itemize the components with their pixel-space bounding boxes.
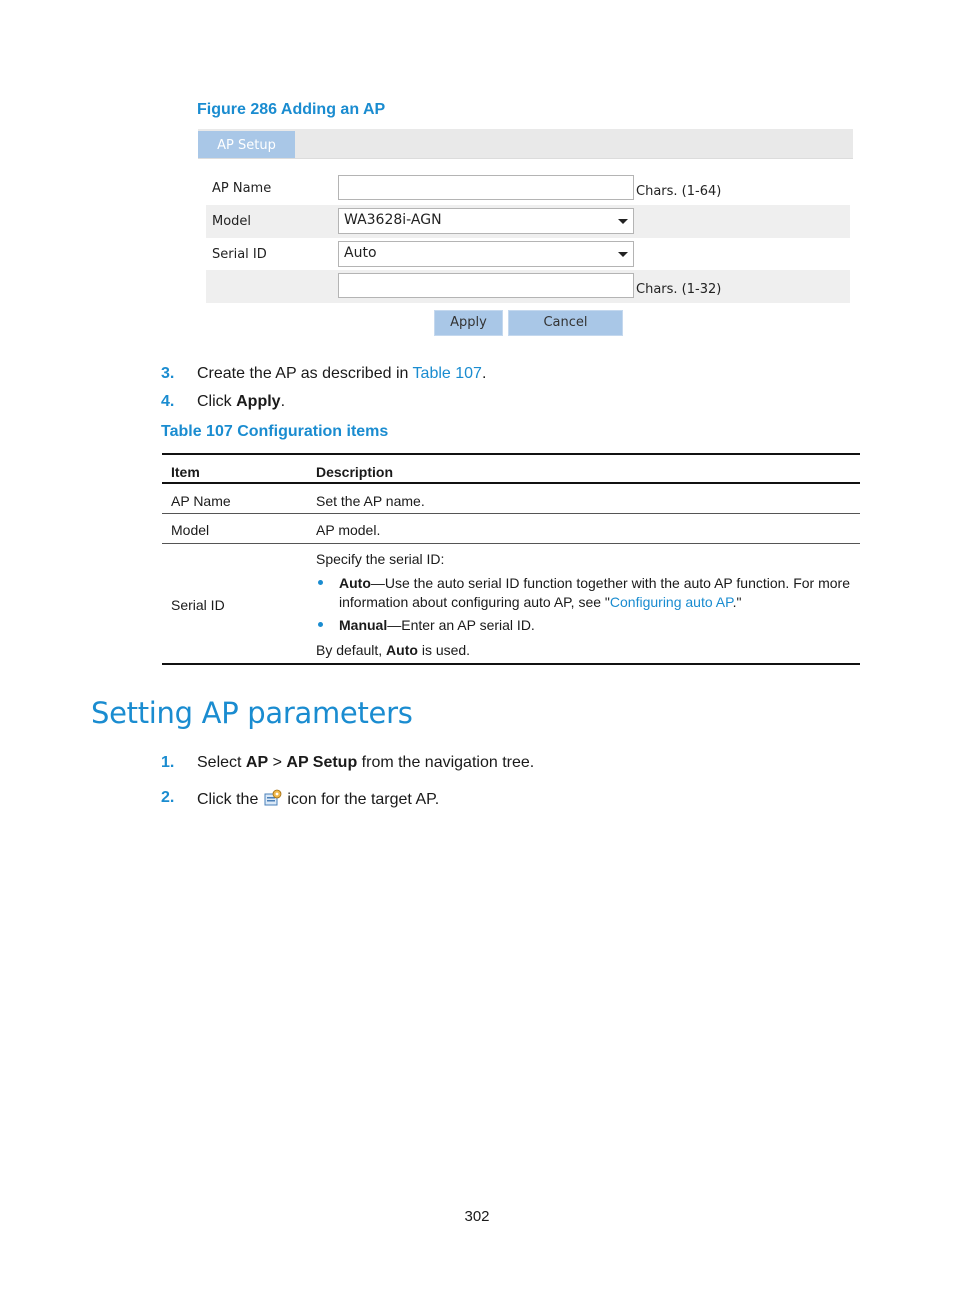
step-text-end: icon for the target AP.: [287, 791, 440, 808]
step-bold-ap: AP: [245, 754, 269, 771]
model-row: [206, 205, 850, 238]
header-rule: [162, 482, 860, 484]
cancel-button[interactable]: Cancel: [508, 310, 623, 336]
step-number: 1.: [161, 754, 175, 771]
row-description: AP model.: [316, 522, 381, 538]
bullet-auto-text3: .": [732, 594, 742, 610]
table-bottom-rule: [162, 663, 860, 665]
ap-settings-icon: [264, 789, 282, 807]
row-rule: [162, 543, 860, 544]
model-value: WA3628i-AGN: [344, 212, 442, 228]
dropdown-arrow-icon: [618, 219, 628, 224]
table-top-rule: [162, 453, 860, 455]
serial-id-label: Serial ID: [212, 247, 267, 262]
header-description: Description: [316, 464, 394, 480]
outro-bold: Auto: [386, 642, 418, 658]
ap-name-row: [206, 172, 850, 205]
step-text: Click the: [197, 791, 259, 808]
tab-bar: [198, 129, 853, 159]
serial-number-row: [206, 270, 850, 303]
bullet-icon: [318, 580, 323, 585]
tab-ap-setup[interactable]: AP Setup: [198, 131, 295, 158]
step-text: Create the AP as described in: [197, 365, 413, 382]
step-text-end: from the navigation tree.: [357, 754, 535, 771]
step-text-end: .: [481, 365, 487, 382]
outro-text-end: is used.: [417, 642, 471, 658]
step-bold-ap-setup: AP Setup: [286, 754, 358, 771]
serial-id-select[interactable]: [338, 241, 634, 267]
section-title: Setting AP parameters: [91, 696, 413, 730]
row-item: Serial ID: [171, 597, 225, 613]
bullet-manual-text: —Enter an AP serial ID.: [387, 617, 535, 633]
bullet-icon: [318, 622, 323, 627]
bullet-auto-text2: information about configuring auto AP, see ": [339, 594, 610, 610]
table-caption: Table 107 Configuration items: [161, 423, 389, 440]
model-label: Model: [212, 214, 252, 229]
ap-name-label: AP Name: [212, 181, 272, 196]
serial-id-value: Auto: [344, 245, 377, 261]
header-item: Item: [171, 464, 200, 480]
ap-name-hint: Chars. (1-64): [636, 184, 722, 199]
step-text: Select: [197, 754, 246, 771]
figure-caption: Figure 286 Adding an AP: [197, 101, 386, 118]
step-text: Click: [197, 393, 237, 410]
row-item: Model: [171, 522, 210, 538]
bullet-auto-line2: [339, 594, 742, 610]
serial-intro: Specify the serial ID:: [316, 551, 445, 567]
step-bold: Apply: [236, 393, 281, 410]
serial-number-input[interactable]: [338, 273, 634, 298]
step-number: 3.: [161, 365, 175, 382]
model-select[interactable]: [338, 208, 634, 234]
row-rule: [162, 513, 860, 514]
step-separator: >: [268, 754, 287, 771]
bullet-manual-term: Manual: [339, 617, 388, 633]
step-text-end: .: [280, 393, 286, 410]
row-description: Set the AP name.: [316, 493, 425, 509]
serial-number-hint: Chars. (1-32): [636, 282, 722, 297]
table-107-link[interactable]: Table 107: [412, 365, 482, 382]
bullet-auto-line1: [339, 575, 850, 591]
dropdown-arrow-icon: [618, 252, 628, 257]
configuring-auto-ap-link[interactable]: Configuring auto AP: [609, 594, 733, 610]
ap-name-input[interactable]: [338, 175, 634, 200]
bullet-auto-term: Auto: [339, 575, 371, 591]
step-number: 2.: [161, 789, 175, 806]
row-item: AP Name: [171, 493, 231, 509]
bullet-manual: [339, 617, 535, 633]
outro-text: By default,: [316, 642, 387, 658]
page-number: 302: [464, 1208, 490, 1225]
serial-outro: [316, 642, 470, 658]
step-number: 4.: [161, 393, 175, 410]
serial-id-row: [206, 238, 850, 271]
bullet-auto-text: —Use the auto serial ID function together with the auto AP function. For more: [370, 575, 851, 591]
ap-setup-form: [198, 129, 854, 341]
apply-button[interactable]: Apply: [434, 310, 503, 336]
